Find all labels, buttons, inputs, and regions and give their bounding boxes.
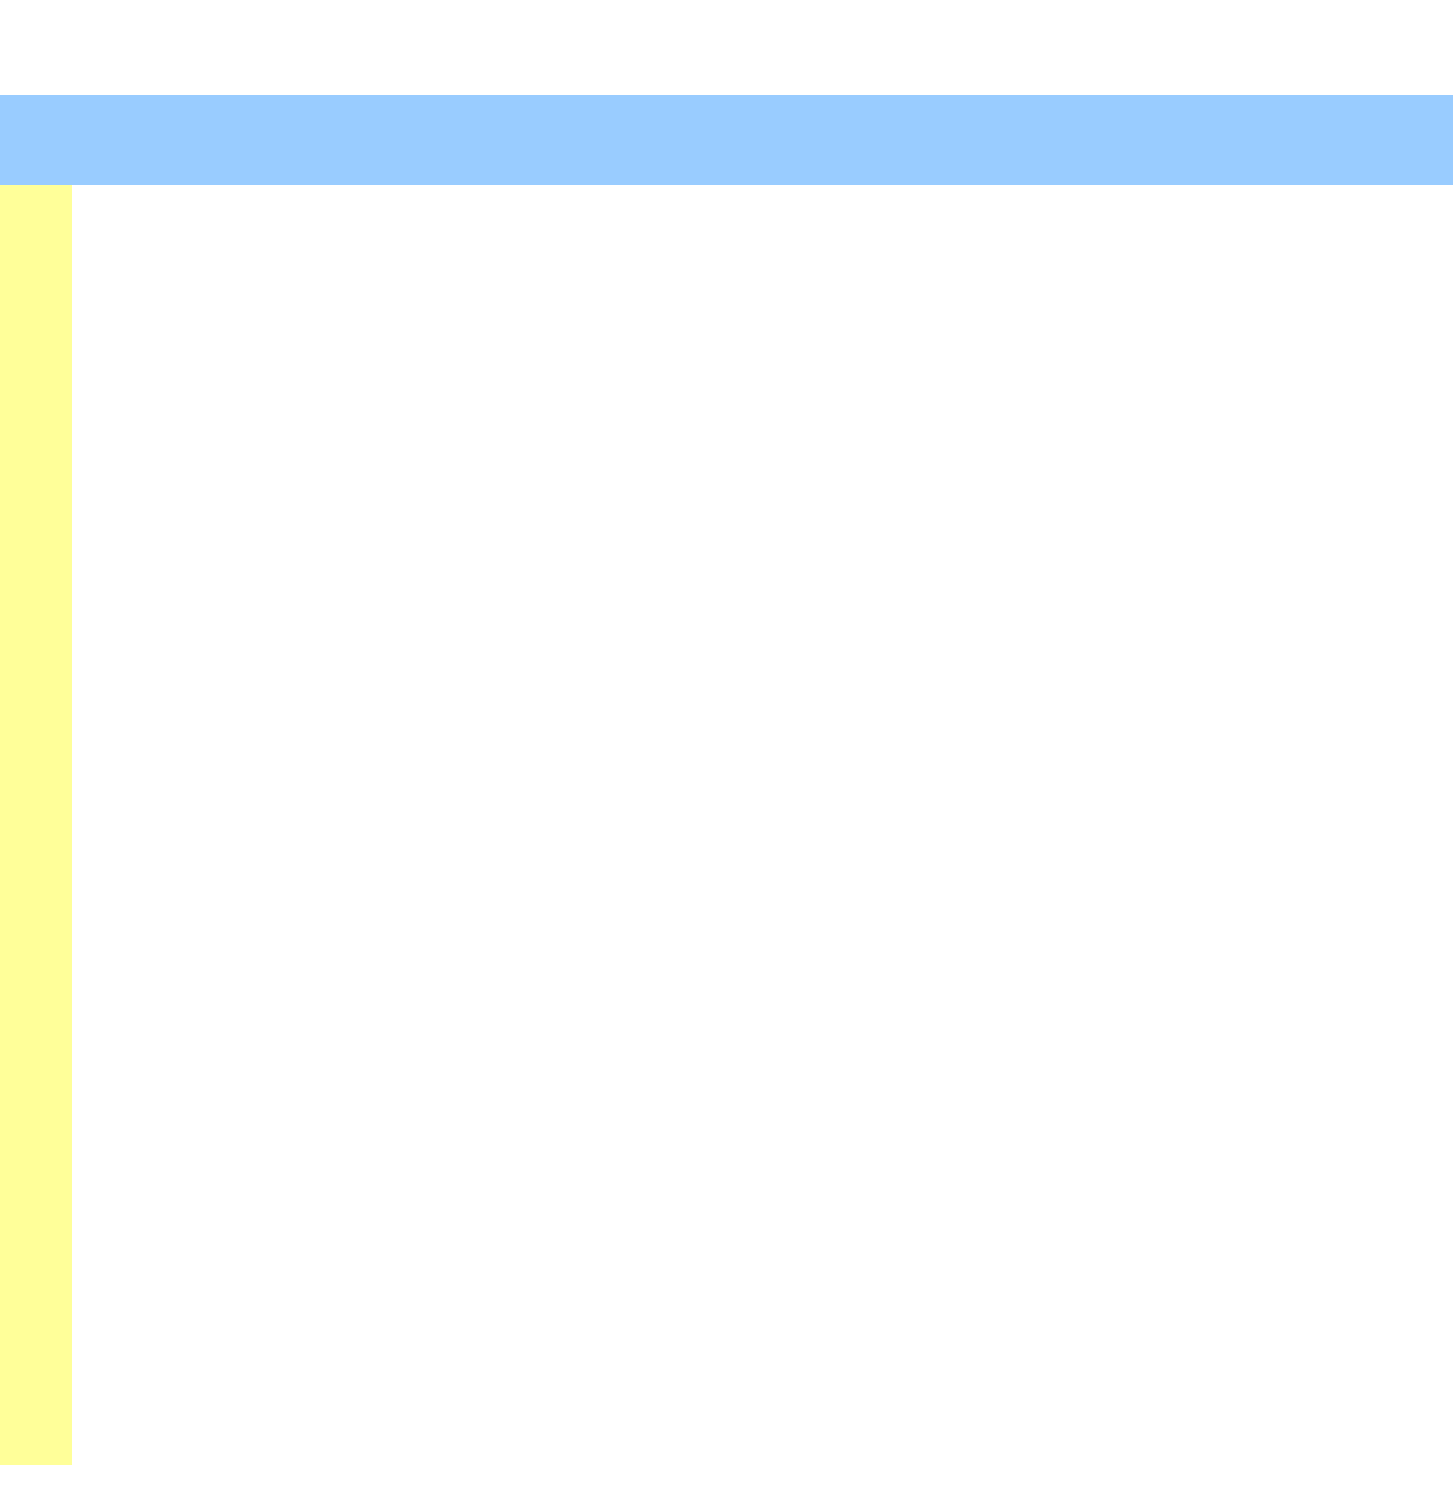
population-table [0, 95, 1453, 1467]
region-column-background [0, 185, 72, 1465]
table-header-background [0, 95, 1453, 185]
